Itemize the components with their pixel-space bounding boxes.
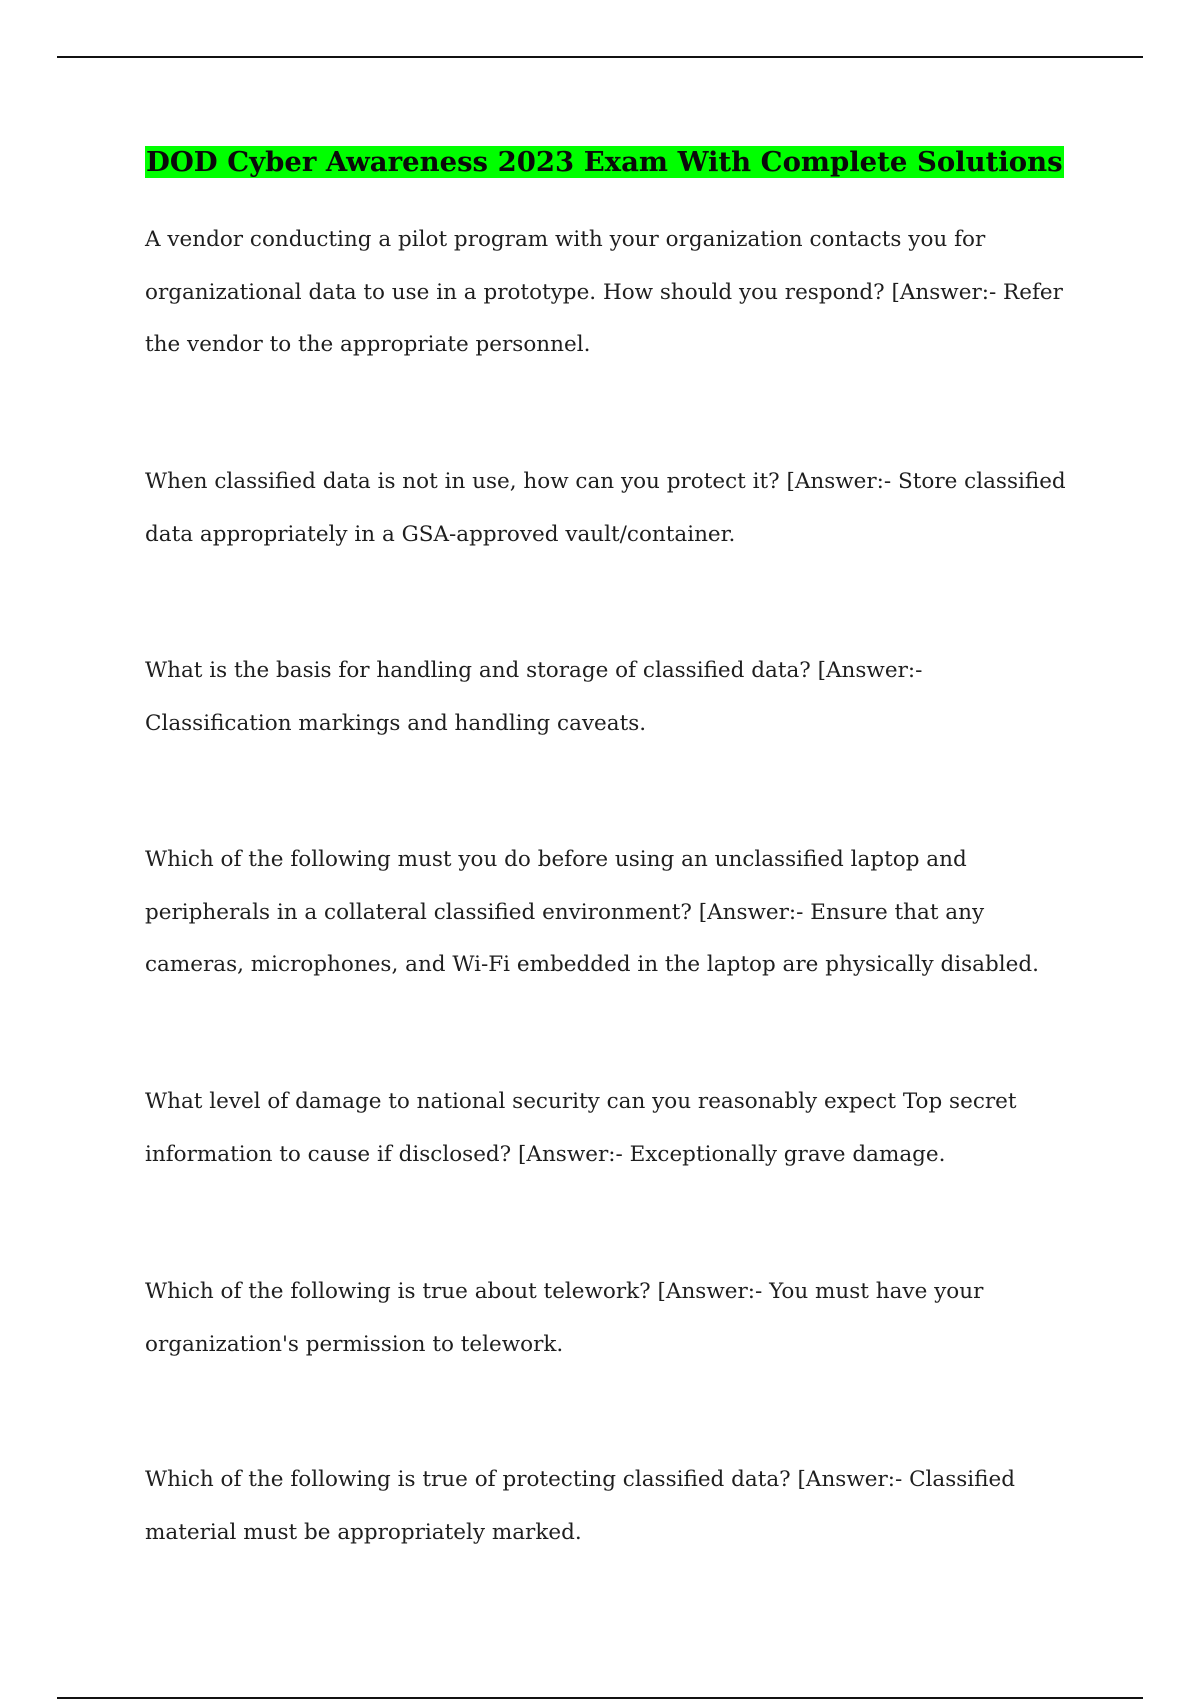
qa-line: Which of the following must you do before using an unclassified laptop and	[145, 847, 967, 872]
qa-line: Which of the following is true of protecting classified data? [Answer:- Classified	[145, 1467, 1015, 1492]
footer-rule	[57, 1697, 1143, 1699]
qa-line: material must be appropriately marked.	[145, 1519, 582, 1545]
qa-line: information to cause if disclosed? [Answer:- Exceptionally grave damage.	[145, 1141, 946, 1167]
qa-line: cameras, microphones, and Wi-Fi embedded in the laptop are physically disabled.	[145, 952, 1039, 977]
qa-entry-4	[145, 834, 1065, 992]
qa-entry-6	[145, 1266, 1065, 1371]
qa-line: A vendor conducting a pilot program with your organization contacts you for	[145, 227, 986, 252]
qa-line: the vendor to the appropriate personnel.	[145, 332, 591, 357]
header-rule	[57, 56, 1143, 58]
qa-line: When classified data is not in use, how can you protect it? [Answer:- Store classified	[145, 469, 1066, 494]
qa-line: Which of the following is true about telework? [Answer:- You must have your	[145, 1279, 984, 1304]
qa-entry-5	[145, 1076, 1065, 1181]
qa-line: data appropriately in a GSA-approved vault/container.	[145, 521, 736, 547]
qa-line: organizational data to use in a prototype. How should you respond? [Answer:- Refer	[145, 279, 1063, 305]
qa-line: What level of damage to national security can you reasonably expect Top secret	[145, 1089, 1017, 1114]
qa-entry-2	[145, 456, 1065, 561]
document-title	[145, 145, 1064, 179]
qa-line: peripherals in a collateral classified environment? [Answer:- Ensure that any	[145, 899, 985, 925]
qa-line: organization's permission to telework.	[145, 1331, 564, 1357]
qa-entry-7	[145, 1454, 1065, 1559]
qa-line: What is the basis for handling and storage of classified data? [Answer:-	[145, 658, 923, 683]
title-highlight: DOD Cyber Awareness 2023 Exam With Complete Solutions	[146, 146, 1063, 178]
qa-line: Classification markings and handling caveats.	[145, 710, 647, 736]
qa-entry-3	[145, 645, 1065, 750]
qa-entry-1	[145, 214, 1065, 372]
